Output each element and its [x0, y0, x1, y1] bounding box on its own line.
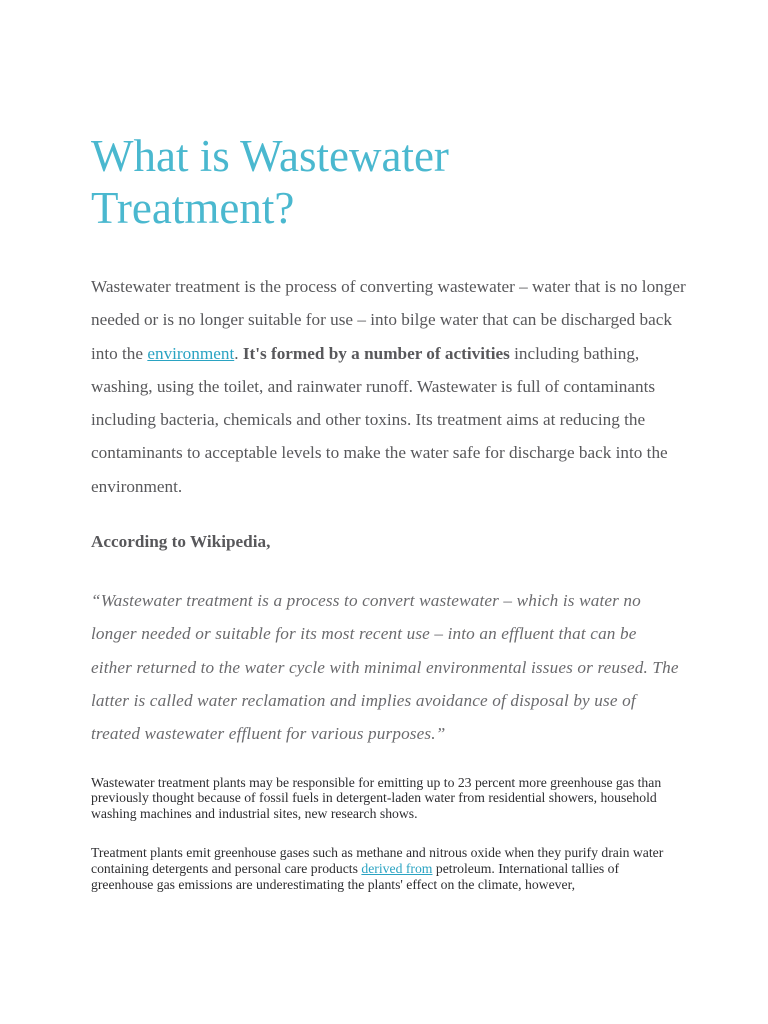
greenhouse-paragraph: [91, 845, 681, 892]
wikipedia-subheading: According to Wikipedia,: [91, 532, 271, 552]
derived-from-link[interactable]: derived from: [361, 860, 433, 876]
intro-text: Wastewater treatment is the process of converting wastewater – water that is no longer needed or is no longer suitable for use – into bilge water that can be discharged back into the: [91, 277, 686, 363]
intro-text-punct: .: [234, 343, 243, 363]
intro-text-continued: including bathing, washing, using the toilet, and rainwater runoff. Wastewater is full of contaminants including bacteria, chemicals and other toxins. Its treatment aims at reducing the contaminants to acceptable levels to make the water safe for discharge back into the environment.: [91, 343, 668, 496]
page-title: What is Wastewater Treatment?: [91, 131, 449, 233]
environment-link[interactable]: environment: [147, 343, 235, 363]
greenhouse-text: Treatment plants emit greenhouse gases such as methane and nitrous oxide when they purify drain water containing detergents and personal care products: [91, 844, 664, 876]
emissions-paragraph: Wastewater treatment plants may be responsible for emitting up to 23 percent more greenhouse gas than previously thought because of fossil fuels in detergent-laden water from residential showers, household washing machines and industrial sites, new research shows.: [91, 774, 662, 822]
wikipedia-quote: “Wastewater treatment is a process to convert wastewater – which is water no longer needed or suitable for its most recent use – into an effluent that can be either returned to the water cycle with minimal environmental issues or reused. The latter is called water reclamation and implies avoidance of disposal by use of treated wastewater effluent for various purposes.”: [91, 591, 679, 744]
intro-paragraph: [91, 270, 686, 503]
intro-bold-text: It's formed by a number of activities: [242, 343, 510, 363]
greenhouse-text-continued: petroleum. International tallies of greenhouse gas emissions are underestimating the plants' effect on the climate, however,: [91, 860, 620, 892]
